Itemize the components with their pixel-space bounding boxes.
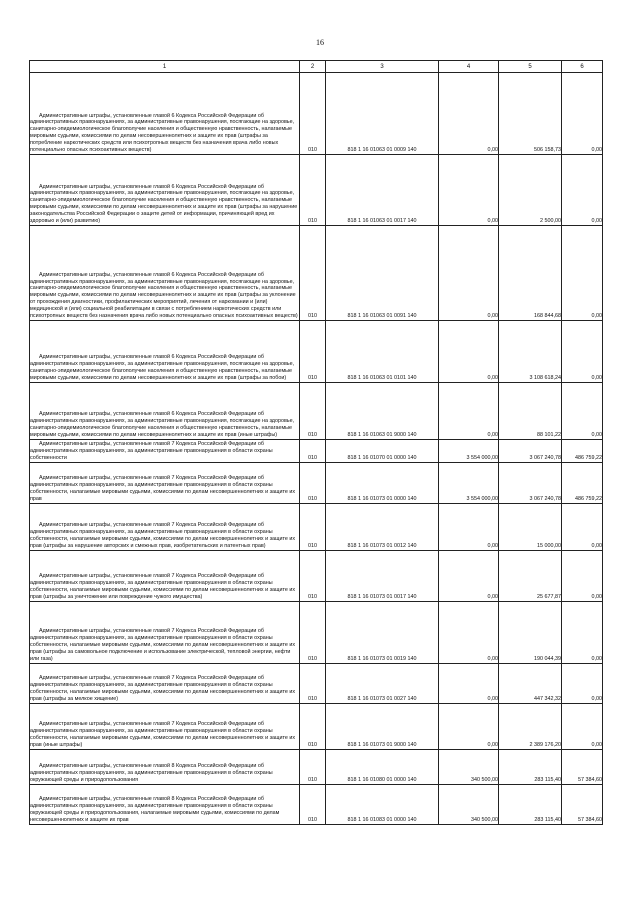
- row-budget-code: 818 1 16 01083 01 0000 140: [326, 785, 439, 825]
- column-header: 3: [326, 61, 439, 73]
- row-budget-code: 818 1 16 01063 01 0009 140: [326, 73, 439, 155]
- row-approved-amount: 0,00: [439, 551, 499, 602]
- table-row: [30, 750, 603, 785]
- row-description: [30, 750, 300, 785]
- row-budget-code: 818 1 16 01073 01 0017 140: [326, 551, 439, 602]
- row-unexecuted-amount: 0,00: [562, 602, 603, 664]
- row-description: [30, 226, 300, 321]
- table-row: [30, 785, 603, 825]
- row-budget-code: 818 1 16 01063 01 0017 140: [326, 155, 439, 226]
- row-line-code: 010: [300, 383, 326, 440]
- row-description-text: Административные штрафы, установленные главой 7 Кодекса Российской Федерации об административных правонарушениях, за административные правонарушения в области охраны собственности, налагаемые мировыми судьями, комиссиями по делам несовершеннолетних и защите их прав (штрафы за нарушение авторских и смежных прав, изобретательских и патентных прав): [30, 522, 296, 550]
- row-executed-amount: 2 500,00: [499, 155, 562, 226]
- row-unexecuted-amount: 486 759,22: [562, 440, 603, 463]
- row-description: [30, 551, 300, 602]
- row-description-text: Административные штрафы, установленные главой 6 Кодекса Российской Федерации об административных правонарушениях, за административные правонарушения, посягающие на здоровье, санитарно-эпидемиологическое благополучие населения и общественную нравственность, налагаемые мировыми судьями, комиссиями по делам несовершеннолетних и защите их прав (иные штрафы): [30, 411, 295, 439]
- row-unexecuted-amount: 0,00: [562, 321, 603, 383]
- row-executed-amount: 88 101,22: [499, 383, 562, 440]
- row-budget-code: 818 1 16 01063 01 0091 140: [326, 226, 439, 321]
- column-number-row: [30, 61, 603, 73]
- row-unexecuted-amount: 0,00: [562, 504, 603, 551]
- row-line-code: 010: [300, 440, 326, 463]
- table-row: [30, 704, 603, 750]
- row-approved-amount: 0,00: [439, 226, 499, 321]
- row-description-text: Административные штрафы, установленные главой 6 Кодекса Российской Федерации об административных правонарушениях, за административные правонарушения, посягающие на здоровье, санитарно-эпидемиологическое благополучие населения и общественную нравственность, налагаемые мировыми судьями, комиссиями по делам несовершеннолетних и защите их прав (штрафы за потребление наркотических средств или психотропных веществ без назначения врача либо новых потенциально опасных психоактивных веществ): [30, 112, 295, 154]
- report-table: [29, 60, 603, 825]
- row-unexecuted-amount: 0,00: [562, 73, 603, 155]
- row-budget-code: 818 1 16 01080 01 0000 140: [326, 750, 439, 785]
- row-line-code: 010: [300, 704, 326, 750]
- row-line-code: 010: [300, 73, 326, 155]
- row-budget-code: 818 1 16 01063 01 9000 140: [326, 383, 439, 440]
- page-number: 16: [316, 38, 324, 47]
- row-description: [30, 602, 300, 664]
- row-unexecuted-amount: 0,00: [562, 704, 603, 750]
- row-budget-code: 818 1 16 01073 01 9000 140: [326, 704, 439, 750]
- row-unexecuted-amount: 0,00: [562, 551, 603, 602]
- table-row: [30, 602, 603, 664]
- row-unexecuted-amount: 57 384,60: [562, 750, 603, 785]
- column-header: 6: [562, 61, 603, 73]
- row-description-text: Административные штрафы, установленные главой 6 Кодекса Российской Федерации об административных правонарушениях, за административные правонарушения, посягающие на здоровье, санитарно-эпидемиологическое благополучие населения и общественную нравственность, налагаемые мировыми судьями, комиссиями по делам несовершеннолетних и защите их прав (штрафы за нарушение законодательства Российской Федерации о защите детей от информации, причиняющей вред их здоровью и (или) развитию): [30, 183, 298, 225]
- row-description-text: Административные штрафы, установленные главой 6 Кодекса Российской Федерации об административных правонарушениях, за административные правонарушения, посягающие на здоровье, санитарно-эпидемиологическое благополучие населения и общественную нравственность, налагаемые мировыми судьями, комиссиями по делам несовершеннолетних и защите их прав (штрафы за уклонение от прохождения диагностики, профилактических мероприятий, лечения от наркомании и (или) медицинской и (или) социальной реабилитации в связи с потреблением наркотических средств или психотропных веществ без назначения врача либо новых потенциально опасных психоактивных веществ): [30, 271, 298, 320]
- row-executed-amount: 447 342,32: [499, 664, 562, 704]
- row-description-text: Административные штрафы, установленные главой 7 Кодекса Российской Федерации об административных правонарушениях, за административные правонарушения в области охраны собственности, налагаемые мировыми судьями, комиссиями по делам несовершеннолетних и защите их прав (штрафы за уничтожение или повреждение чужого имущества): [30, 573, 296, 601]
- row-description: [30, 383, 300, 440]
- row-executed-amount: 168 844,68: [499, 226, 562, 321]
- table-row: [30, 383, 603, 440]
- row-description: [30, 504, 300, 551]
- row-unexecuted-amount: 0,00: [562, 226, 603, 321]
- row-line-code: 010: [300, 551, 326, 602]
- row-description-text: Административные штрафы, установленные главой 7 Кодекса Российской Федерации об административных правонарушениях, за административные правонарушения в области охраны собственности: [30, 441, 273, 462]
- row-description-text: Административные штрафы, установленные главой 7 Кодекса Российской Федерации об административных правонарушениях, за административные правонарушения в области охраны собственности, налагаемые мировыми судьями, комиссиями по делам несовершеннолетних и защите их прав (штрафы за самовольное подключение и использование электрической, тепловой энергии, нефти или газа): [30, 628, 296, 663]
- row-executed-amount: 283 115,40: [499, 750, 562, 785]
- row-executed-amount: 3 108 618,24: [499, 321, 562, 383]
- row-line-code: 010: [300, 750, 326, 785]
- row-description: [30, 664, 300, 704]
- row-unexecuted-amount: 0,00: [562, 155, 603, 226]
- row-line-code: 010: [300, 664, 326, 704]
- row-approved-amount: 0,00: [439, 664, 499, 704]
- row-description: [30, 321, 300, 383]
- table-row: [30, 155, 603, 226]
- row-executed-amount: 283 115,40: [499, 785, 562, 825]
- row-approved-amount: 0,00: [439, 321, 499, 383]
- table-row: [30, 664, 603, 704]
- row-description: [30, 73, 300, 155]
- row-description-text: Административные штрафы, установленные главой 6 Кодекса Российской Федерации об административных правонарушениях, за административные правонарушения, посягающие на здоровье, санитарно-эпидемиологическое благополучие населения и общественную нравственность, налагаемые мировыми судьями, комиссиями по делам несовершеннолетних и защите их прав (штрафы за побои): [30, 354, 295, 382]
- table-row: [30, 440, 603, 463]
- row-description: [30, 785, 300, 825]
- table-row: [30, 226, 603, 321]
- row-approved-amount: 0,00: [439, 383, 499, 440]
- table-row: [30, 73, 603, 155]
- table-row: [30, 463, 603, 504]
- row-executed-amount: 190 044,39: [499, 602, 562, 664]
- table-row: [30, 504, 603, 551]
- row-description-text: Административные штрафы, установленные главой 8 Кодекса Российской Федерации об административных правонарушениях, за административные правонарушения в области охраны окружающей среды и природопользования, налагаемые мировыми судьями, комиссиями по делам несовершеннолетних и защите их прав: [30, 796, 280, 824]
- column-header: 1: [30, 61, 300, 73]
- row-line-code: 010: [300, 785, 326, 825]
- row-approved-amount: 0,00: [439, 155, 499, 226]
- row-description-text: Административные штрафы, установленные главой 8 Кодекса Российской Федерации об административных правонарушениях, за административные правонарушения в области охраны окружающей среды и природопользования: [30, 763, 273, 784]
- table-row: [30, 551, 603, 602]
- row-line-code: 010: [300, 155, 326, 226]
- row-description-text: Административные штрафы, установленные главой 7 Кодекса Российской Федерации об административных правонарушениях, за административные правонарушения в области охраны собственности, налагаемые мировыми судьями, комиссиями по делам несовершеннолетних и защите их прав (штрафы за мелкое хищение): [30, 675, 296, 703]
- row-budget-code: 818 1 16 01063 01 0101 140: [326, 321, 439, 383]
- row-line-code: 010: [300, 463, 326, 504]
- row-executed-amount: 2 389 176,20: [499, 704, 562, 750]
- row-description-text: Административные штрафы, установленные главой 7 Кодекса Российской Федерации об административных правонарушениях, за административные правонарушения в области охраны собственности, налагаемые мировыми судьями, комиссиями по делам несовершеннолетних и защите их прав (иные штрафы): [30, 721, 296, 749]
- row-line-code: 010: [300, 602, 326, 664]
- column-header: 5: [499, 61, 562, 73]
- column-header: 4: [439, 61, 499, 73]
- row-approved-amount: 0,00: [439, 73, 499, 155]
- row-line-code: 010: [300, 226, 326, 321]
- row-budget-code: 818 1 16 01073 01 0027 140: [326, 664, 439, 704]
- row-executed-amount: 3 067 240,78: [499, 463, 562, 504]
- row-budget-code: 818 1 16 01073 01 0000 140: [326, 463, 439, 504]
- row-description: [30, 440, 300, 463]
- row-approved-amount: 340 500,00: [439, 750, 499, 785]
- row-unexecuted-amount: 57 384,60: [562, 785, 603, 825]
- row-executed-amount: 506 158,73: [499, 73, 562, 155]
- row-line-code: 010: [300, 321, 326, 383]
- row-line-code: 010: [300, 504, 326, 551]
- row-budget-code: 818 1 16 01070 01 0000 140: [326, 440, 439, 463]
- row-description: [30, 155, 300, 226]
- row-description: [30, 463, 300, 504]
- row-description-text: Административные штрафы, установленные главой 7 Кодекса Российской Федерации об административных правонарушениях, за административные правонарушения в области охраны собственности, налагаемые мировыми судьями, комиссиями по делам несовершеннолетних и защите их прав: [30, 475, 296, 503]
- column-header: 2: [300, 61, 326, 73]
- row-approved-amount: 3 554 000,00: [439, 440, 499, 463]
- row-unexecuted-amount: 0,00: [562, 383, 603, 440]
- row-executed-amount: 15 000,00: [499, 504, 562, 551]
- row-approved-amount: 3 554 000,00: [439, 463, 499, 504]
- row-executed-amount: 25 677,87: [499, 551, 562, 602]
- row-unexecuted-amount: 486 759,22: [562, 463, 603, 504]
- row-approved-amount: 0,00: [439, 704, 499, 750]
- row-executed-amount: 3 067 240,78: [499, 440, 562, 463]
- row-approved-amount: 0,00: [439, 504, 499, 551]
- table-row: [30, 321, 603, 383]
- row-unexecuted-amount: 0,00: [562, 664, 603, 704]
- row-budget-code: 818 1 16 01073 01 0019 140: [326, 602, 439, 664]
- row-approved-amount: 0,00: [439, 602, 499, 664]
- row-approved-amount: 340 500,00: [439, 785, 499, 825]
- row-budget-code: 818 1 16 01073 01 0012 140: [326, 504, 439, 551]
- row-description: [30, 704, 300, 750]
